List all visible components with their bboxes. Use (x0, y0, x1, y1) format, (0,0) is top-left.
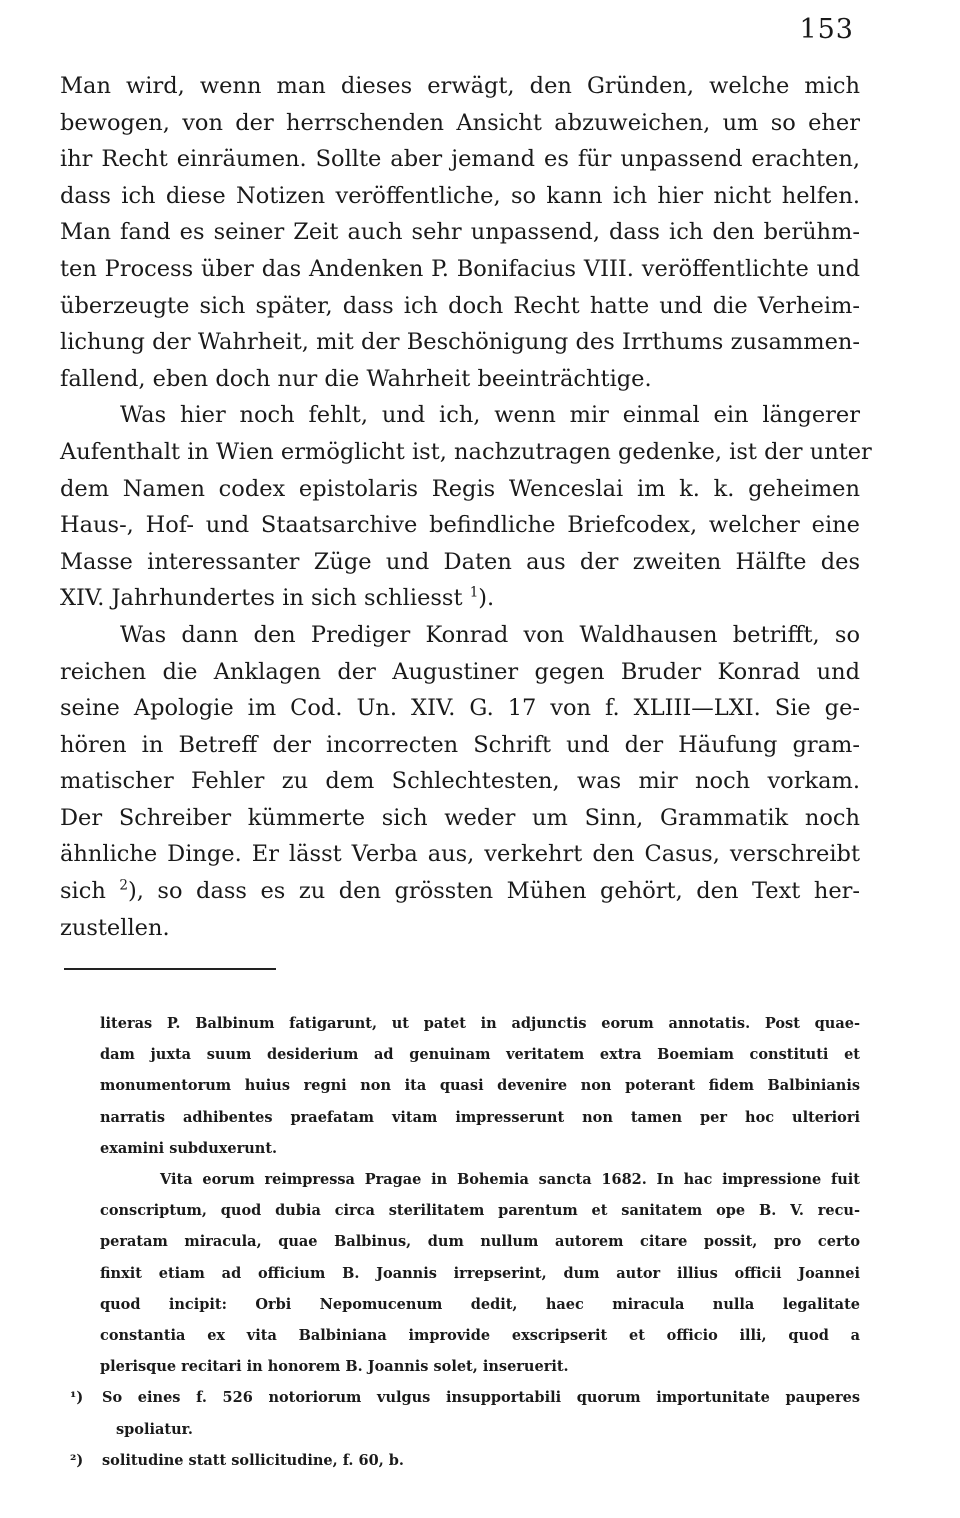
text-line: Man wird, wenn man dieses erwägt, den Gründen, welche mich (60, 73, 860, 99)
footnote-line: examini subduxerunt. (100, 1139, 278, 1157)
text-line: Was dann den Prediger Konrad von Waldhausen betrifft, so (120, 621, 860, 648)
footnote-2-marker: ²) (70, 1451, 84, 1469)
text-line: sich $^2$), so dass es zu den grössten Mühen gehört, den Text her- (60, 877, 860, 905)
text-line: Haus-, Hof- und Staatsarchive befindliche Briefcodex, welcher eine (60, 512, 860, 539)
footnote-line: finxit etiam ad officium B. Joannis irrepserint, dum autor illius officii Joannei (100, 1264, 860, 1282)
footnote-1-text: So eines f. 526 notoriorum vulgus insupportabili quorum importunitate pauperes (102, 1389, 860, 1407)
footnote-line: monumentorum huius regni non ita quasi devenire non poterant fidem Balbinianis (100, 1077, 860, 1095)
text-segment: , so dass es zu den grössten Mühen gehört, den Text her- (136, 878, 860, 905)
footnote-line: peratam miracula, quae Balbinus, dum nullum autorem citare possit, pro certo (100, 1233, 860, 1251)
text-line: seine Apologie im Cod. Un. XIV. G. 17 von f. XLIII—LXI. Sie ge- (60, 695, 860, 722)
text-line: lichung der Wahrheit, mit der Beschönigung des Irrthums zusammen- (60, 329, 860, 356)
text-line: dass ich diese Notizen veröffentliche, so kann ich hier nicht helfen. (60, 182, 860, 209)
text-line: hören in Betreff der incorrecten Schrift und der Häufung gram- (60, 731, 860, 758)
footnote-line: dam juxta suum desiderium ad genuinam veritatem extra Boemiam constituti et (100, 1046, 860, 1064)
text-line: überzeugte sich später, dass ich doch Recht hatte und die Verheim- (60, 292, 860, 319)
text-line: zustellen. (60, 914, 170, 941)
footnote-line: spoliatur. (116, 1420, 193, 1438)
footnote-ref-2: 2 (119, 877, 128, 894)
text-line: Der Schreiber kümmerte sich weder um Sinn, Grammatik noch (60, 804, 860, 831)
text-line: fallend, eben doch nur die Wahrheit beeinträchtige. (60, 365, 652, 392)
footnote-line: quod incipit: Orbi Nepomucenum dedit, haec miracula nulla legalitate (100, 1295, 860, 1313)
text-line: reichen die Anklagen der Augustiner gegen Bruder Konrad und (60, 658, 860, 685)
footnote-line: literas P. Balbinum fatigarunt, ut patet in adjunctis eorum annotatis. Post quae- (100, 1015, 860, 1032)
text-segment: sich (60, 878, 106, 905)
text-line: ihr Recht einräumen. Sollte aber jemand es für unpassend erachten, (60, 146, 860, 173)
footnote-2 (70, 1445, 860, 1476)
text-line: Aufenthalt in Wien ermöglicht ist, nachzutragen gedenke, ist der unter (60, 438, 872, 465)
text-line: Was hier noch fehlt, und ich, wenn mir einmal ein längerer (120, 402, 860, 429)
footnote-2-text: solitudine statt sollicitudine, f. 60, b. (102, 1451, 404, 1469)
footnote-1 (70, 1382, 860, 1413)
main-text (60, 68, 872, 946)
footnote-line: plerisque recitari in honorem B. Joannis solet, inseruerit. (100, 1358, 569, 1376)
text-line: bewogen, von der herrschenden Ansicht abzuweichen, um so eher (60, 109, 860, 136)
text-line: XIV. Jahrhundertes in sich schliesst $^1$). (60, 584, 495, 612)
footnote-line: narratis adhibentes praefatam vitam impresserunt non tamen per hoc ulteriori (100, 1108, 860, 1126)
text-line: ähnliche Dinge. Er lässt Verba aus, verkehrt den Casus, verschreibt (60, 841, 860, 868)
text-line: matischer Fehler zu dem Schlechtesten, was mir noch vorkam. (60, 768, 860, 795)
footnote-line: constantia ex vita Balbiniana improvide exscripserit et officio illi, quod a (100, 1327, 860, 1345)
text-segment: XIV. Jahrhundertes in sich schliesst (60, 585, 463, 612)
footnote-line: Vita eorum reimpressa Pragae in Bohemia sancta 1682. In hac impressione fuit (160, 1171, 860, 1189)
footnote-1-marker: ¹) (70, 1389, 84, 1407)
text-line: dem Namen codex epistolaris Regis Wenceslai im k. k. geheimen (60, 475, 860, 502)
footnote-divider (64, 968, 276, 970)
footnote-line: conscriptum, quod dubia circa sterilitatem parentum et sanitatem ope B. V. recu- (100, 1202, 860, 1220)
page-number: 153 (799, 14, 854, 45)
text-line: ten Process über das Andenken P. Bonifacius VIII. veröffentlichte und (60, 255, 860, 282)
footnotes (70, 1008, 860, 1476)
footnote-ref-1: 1 (469, 584, 479, 601)
text-line: Masse interessanter Züge und Daten aus der zweiten Hälfte des (60, 548, 860, 575)
text-line: Man fand es seiner Zeit auch sehr unpassend, dass ich den berühm- (60, 219, 860, 246)
